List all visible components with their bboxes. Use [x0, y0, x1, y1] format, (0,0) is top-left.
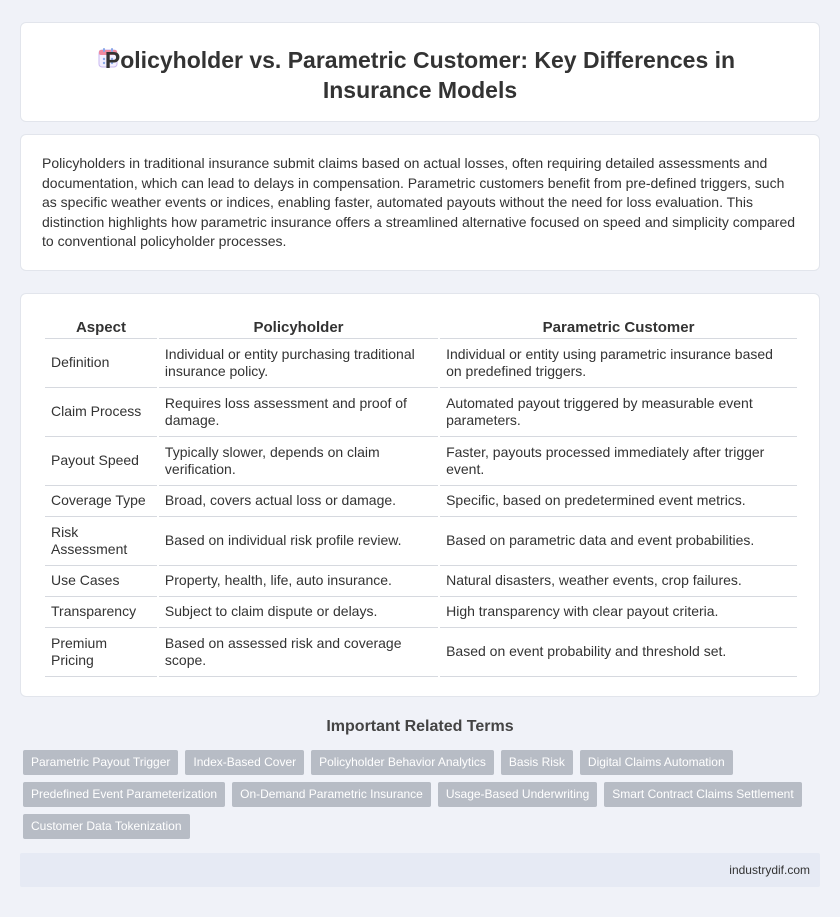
- comparison-table: [43, 314, 799, 677]
- header-policyholder: Policyholder: [159, 314, 438, 339]
- related-term-tag[interactable]: Parametric Payout Trigger: [23, 750, 178, 775]
- table-row: [45, 486, 797, 517]
- table-row: [45, 566, 797, 597]
- table-row: [45, 517, 797, 566]
- parametric-cell: High transparency with clear payout criteria.: [440, 597, 797, 628]
- table-header-row: [45, 314, 797, 339]
- parametric-cell: Specific, based on predetermined event metrics.: [440, 486, 797, 517]
- related-term-tag[interactable]: Predefined Event Parameterization: [23, 782, 225, 807]
- aspect-cell: Risk Assessment: [45, 517, 157, 566]
- parametric-cell: Based on parametric data and event probabilities.: [440, 517, 797, 566]
- header-aspect: Aspect: [45, 314, 157, 339]
- related-term-tag[interactable]: Customer Data Tokenization: [23, 814, 190, 839]
- policyholder-cell: Typically slower, depends on claim verification.: [159, 437, 438, 486]
- table-row: [45, 437, 797, 486]
- aspect-cell: Definition: [45, 339, 157, 388]
- footer: [20, 853, 820, 887]
- related-term-tag[interactable]: On-Demand Parametric Insurance: [232, 782, 431, 807]
- related-term-tag[interactable]: Index-Based Cover: [185, 750, 304, 775]
- table-row: [45, 628, 797, 677]
- aspect-cell: Coverage Type: [45, 486, 157, 517]
- table-row: [45, 339, 797, 388]
- footer-site-link[interactable]: industrydif.com: [729, 863, 810, 877]
- policyholder-cell: Property, health, life, auto insurance.: [159, 566, 438, 597]
- related-terms-title: Important Related Terms: [326, 718, 514, 735]
- comparison-card: [20, 293, 820, 697]
- intro-paragraph: Policyholders in traditional insurance submit claims based on actual losses, often requiring detailed assessments and documentation, which can lead to delays in compensation. Parametric customers benefit from pre-defined triggers, such as specific weather events or indices, enabling faster, automated payouts without the need for loss evaluation. This distinction highlights how parametric insurance offers a streamlined alternative focused on speed and simplicity compared to conventional policyholder processes.: [42, 155, 796, 249]
- related-term-tag[interactable]: Digital Claims Automation: [580, 750, 733, 775]
- related-term-tag[interactable]: Basis Risk: [501, 750, 573, 775]
- aspect-cell: Payout Speed: [45, 437, 157, 486]
- aspect-cell: Claim Process: [45, 388, 157, 437]
- parametric-cell: Automated payout triggered by measurable event parameters.: [440, 388, 797, 437]
- policyholder-cell: Based on assessed risk and coverage scope.: [159, 628, 438, 677]
- table-row: [45, 388, 797, 437]
- policyholder-cell: Broad, covers actual loss or damage.: [159, 486, 438, 517]
- parametric-cell: Based on event probability and threshold set.: [440, 628, 797, 677]
- related-term-tag[interactable]: Smart Contract Claims Settlement: [604, 782, 801, 807]
- parametric-cell: Individual or entity using parametric insurance based on predefined triggers.: [440, 339, 797, 388]
- aspect-cell: Use Cases: [45, 566, 157, 597]
- aspect-cell: Premium Pricing: [45, 628, 157, 677]
- related-terms-list: [23, 750, 813, 846]
- aspect-cell: Transparency: [45, 597, 157, 628]
- policyholder-cell: Based on individual risk profile review.: [159, 517, 438, 566]
- title-card: [20, 22, 820, 122]
- related-term-tag[interactable]: Usage-Based Underwriting: [438, 782, 597, 807]
- policyholder-cell: Subject to claim dispute or delays.: [159, 597, 438, 628]
- policyholder-cell: Requires loss assessment and proof of damage.: [159, 388, 438, 437]
- header-parametric-customer: Parametric Customer: [440, 314, 797, 339]
- page-title: Policyholder vs. Parametric Customer: Key Differences in Insurance Models: [104, 47, 736, 103]
- parametric-cell: Natural disasters, weather events, crop failures.: [440, 566, 797, 597]
- policyholder-cell: Individual or entity purchasing traditional insurance policy.: [159, 339, 438, 388]
- table-row: [45, 597, 797, 628]
- intro-card: [20, 134, 820, 271]
- related-term-tag[interactable]: Policyholder Behavior Analytics: [311, 750, 494, 775]
- parametric-cell: Faster, payouts processed immediately after trigger event.: [440, 437, 797, 486]
